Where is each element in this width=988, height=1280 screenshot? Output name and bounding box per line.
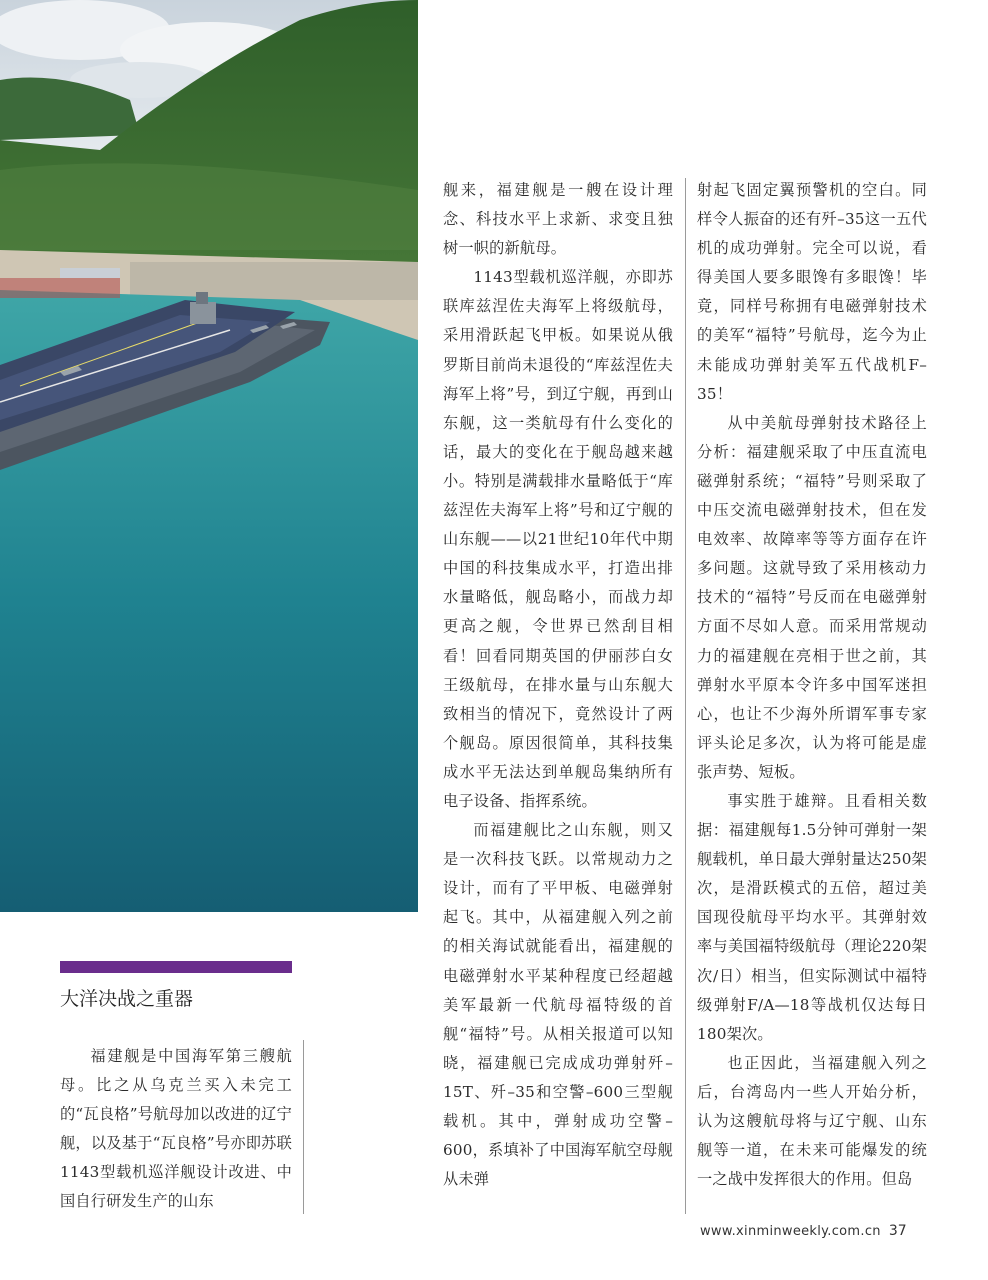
section-accent-bar — [60, 961, 292, 973]
body-column-1 — [60, 1042, 292, 1217]
aircraft-carrier-photo — [0, 0, 418, 912]
paragraph: 而福建舰比之山东舰，则又是一次科技飞跃。以常规动力之设计，而有了平甲板、电磁弹射起飞。其中，从福建舰入列之前的相关海试就能看出，福建舰的电磁弹射水平某种程度已经超越美军最新一代航母福特级的首舰“福特”号。从相关报道可以知晓，福建舰已完成成功弹射歼–15T、歼–35和空警–600三型舰载机。其中，弹射成功空警–600，系填补了中国海军航空母舰从未弹 — [443, 821, 673, 1189]
paragraph: 事实胜于雄辩。且看相关数据：福建舰每1.5分钟可弹射一架舰载机，单日最大弹射量达250架次，是滑跃模式的五倍，超过美国现役航母平均水平。其弹射效率与美国福特级航母（理论220架次/日）相当，但实际测试中福特级弹射F/A—18等战机仅达每日180架次。 — [697, 791, 927, 1043]
footer-url[interactable]: www.xinminweekly.com.cn — [700, 1224, 881, 1239]
paragraph: 1143型载机巡洋舰，亦即苏联库兹涅佐夫海军上将级航母，采用滑跃起飞甲板。如果说从俄罗斯目前尚未退役的“库兹涅佐夫海军上将”号，到辽宁舰，再到山东舰，这一类航母有什么变化的话，最大的变化在于舰岛越来越小。特别是满载排水量略低于“库兹涅佐夫海军上将”号和辽宁舰的山东舰——以21世纪10年代中期中国的科技集成水平，打造出排水量略低，舰岛略小，而战力却更高之舰，令世界已然刮目相看！回看同期英国的伊丽莎白女王级航母，在排水量与山东舰大致相当的情况下，竟然设计了两个舰岛。原因很简单，其科技集成水平无法达到单舰岛集纳所有电子设备、指挥系统。 — [443, 268, 673, 810]
page-footer — [700, 1223, 940, 1239]
paragraph: 从中美航母弹射技术路径上分析：福建舰采取了中压直流电磁弹射系统；“福特”号则采取了中压交流电磁弹射技术，但在发电效率、故障率等等方面存在许多问题。这就导致了采用核动力技术的“福特”号反而在电磁弹射方面不尽如人意。而采用常规动力的福建舰在亮相于世之前，其弹射水平原本令许多中国军迷担心，也让不少海外所谓军事专家评头论足多次，认为将可能是虚张声势、短板。 — [697, 413, 927, 781]
section-heading: 大洋决战之重器 — [60, 988, 194, 1010]
page-number: 37 — [888, 1223, 907, 1239]
body-column-3 — [697, 176, 927, 1194]
paragraph: 射起飞固定翼预警机的空白。同样令人振奋的还有歼–35这一五代机的成功弹射。完全可以说，看得美国人要多眼馋有多眼馋！毕竟，同样号称拥有电磁弹射技术的美军“福特”号航母，迄今为止未能成功弹射美军五代战机F–35！ — [697, 181, 927, 403]
column-divider — [685, 178, 686, 1214]
paragraph: 福建舰是中国海军第三艘航母。比之从乌克兰买入未完工的“瓦良格”号航母加以改进的辽宁舰，以及基于“瓦良格”号亦即苏联1143型载机巡洋舰设计改进、中国自行研发生产的山东 — [60, 1047, 292, 1211]
column-divider — [303, 1040, 304, 1214]
paragraph: 舰来，福建舰是一艘在设计理念、科技水平上求新、求变且独树一帜的新航母。 — [443, 181, 673, 258]
body-column-2 — [443, 176, 673, 1194]
paragraph: 也正因此，当福建舰入列之后，台湾岛内一些人开始分析，认为这艘航母将与辽宁舰、山东舰等一道，在未来可能爆发的统一之战中发挥很大的作用。但岛 — [697, 1053, 927, 1189]
